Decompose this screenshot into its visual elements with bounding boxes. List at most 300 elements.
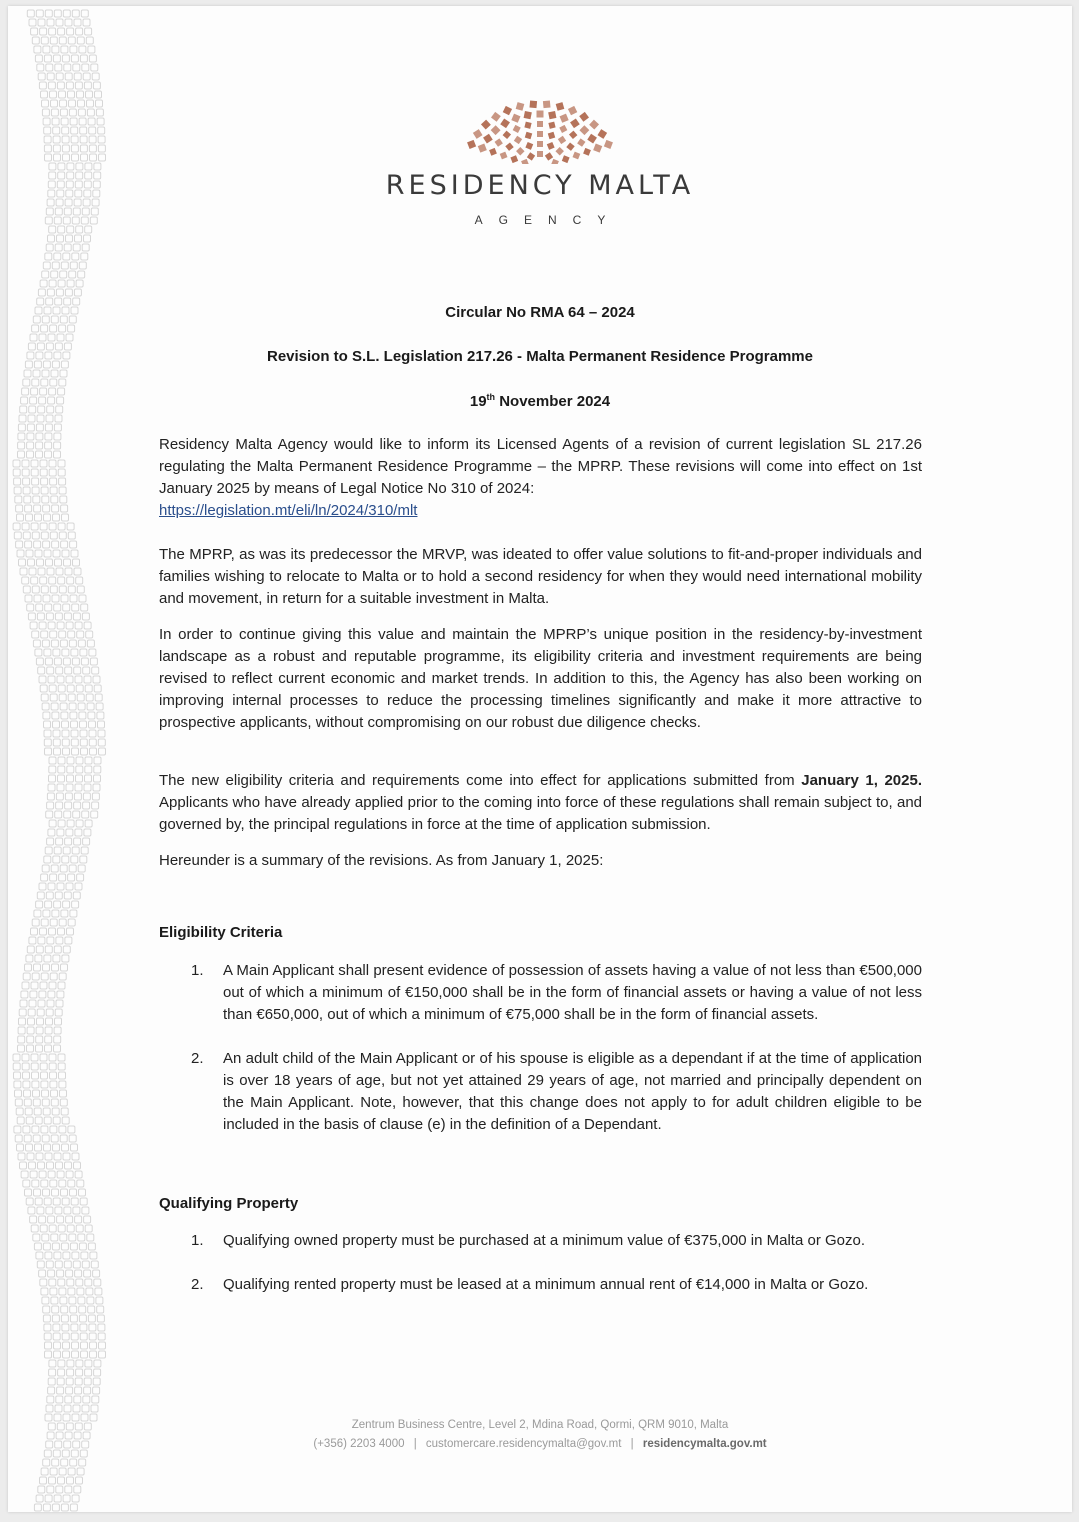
border-tile — [51, 1099, 58, 1106]
date-suffix: th — [486, 392, 496, 402]
border-tile — [44, 955, 51, 962]
border-tile — [32, 586, 39, 593]
border-tile — [65, 802, 72, 809]
border-tile — [18, 1036, 25, 1043]
border-tile — [52, 712, 59, 719]
border-tile — [63, 901, 70, 908]
border-tile — [76, 1279, 83, 1286]
border-tile — [45, 847, 52, 854]
border-tile — [36, 658, 43, 665]
border-tile — [71, 1144, 78, 1151]
border-tile — [32, 325, 39, 332]
border-tile — [36, 946, 43, 953]
border-tile — [36, 1027, 43, 1034]
border-tile — [42, 865, 49, 872]
border-tile — [33, 1090, 40, 1097]
border-tile — [22, 1063, 29, 1070]
border-tile — [37, 613, 44, 620]
border-tile — [20, 1162, 27, 1169]
border-tile — [47, 667, 54, 674]
footer-email[interactable]: customercare.residencymalta@gov.mt — [425, 1438, 622, 1450]
border-tile — [80, 1198, 87, 1205]
logo-tile — [583, 148, 591, 156]
logo-tile — [548, 132, 555, 139]
decorative-border — [8, 6, 118, 1512]
border-tile — [42, 496, 49, 503]
border-tile — [84, 1378, 91, 1385]
border-tile — [81, 658, 88, 665]
border-tile — [18, 451, 25, 458]
border-tile — [28, 415, 35, 422]
border-tile — [61, 595, 68, 602]
border-tile — [63, 847, 70, 854]
border-tile — [94, 766, 101, 773]
border-tile — [55, 613, 62, 620]
border-tile — [49, 577, 56, 584]
border-tile — [53, 1333, 60, 1340]
border-tile — [92, 667, 99, 674]
list-number: 1. — [191, 962, 204, 979]
border-tile — [65, 793, 72, 800]
border-tile — [63, 253, 70, 260]
border-tile — [46, 613, 53, 620]
border-tile — [41, 1180, 48, 1187]
border-tile — [77, 631, 84, 638]
border-tile — [15, 496, 22, 503]
border-tile — [50, 586, 57, 593]
border-tile — [46, 1018, 53, 1025]
border-tile — [64, 559, 71, 566]
border-tile — [68, 874, 75, 881]
border-tile — [31, 982, 38, 989]
border-tile — [30, 991, 37, 998]
border-tile — [44, 1333, 51, 1340]
border-tile — [29, 1162, 36, 1169]
border-tile — [18, 1045, 25, 1052]
border-tile — [84, 784, 91, 791]
border-tile — [51, 1234, 58, 1241]
summary-text: Hereunder is a summary of the revisions. As from January 1, 2025: — [159, 852, 604, 869]
logo-tile — [473, 129, 483, 139]
border-tile — [36, 424, 43, 431]
border-tile — [77, 694, 84, 701]
border-tile — [56, 1486, 63, 1493]
border-tile — [54, 1027, 61, 1034]
border-tile — [49, 1279, 56, 1286]
border-tile — [82, 1261, 89, 1268]
border-tile — [36, 442, 43, 449]
border-tile — [40, 1054, 47, 1061]
border-tile — [89, 739, 96, 746]
border-tile — [39, 676, 46, 683]
border-tile — [62, 649, 69, 656]
border-tile — [52, 964, 59, 971]
border-tile — [94, 775, 101, 782]
agency-logo — [8, 98, 1072, 227]
border-tile — [75, 676, 82, 683]
border-tile — [39, 1270, 46, 1277]
border-tile — [28, 559, 35, 566]
border-tile — [35, 514, 42, 521]
border-tile — [70, 1306, 77, 1313]
border-tile — [61, 712, 68, 719]
border-tile — [43, 964, 50, 971]
border-tile — [43, 1504, 50, 1511]
border-tile — [42, 1135, 49, 1142]
border-tile — [32, 487, 39, 494]
border-tile — [53, 649, 60, 656]
border-tile — [45, 451, 52, 458]
border-tile — [45, 424, 52, 431]
border-tile — [54, 658, 61, 665]
border-tile — [33, 1099, 40, 1106]
border-tile — [53, 721, 60, 728]
border-tile — [94, 757, 101, 764]
border-tile — [94, 685, 101, 692]
border-tile — [58, 1225, 65, 1232]
border-tile — [59, 631, 66, 638]
border-tile — [91, 811, 98, 818]
border-tile — [46, 1405, 53, 1412]
border-tile — [36, 1495, 43, 1502]
border-tile — [61, 1108, 68, 1115]
border-tile — [86, 91, 93, 98]
border-tile — [31, 460, 38, 467]
list-text: Qualifying owned property must be purchased at a minimum value of €375,000 in Malta or Gozo. — [223, 1232, 866, 1249]
border-tile — [55, 1261, 62, 1268]
border-tile — [63, 604, 70, 611]
border-tile — [51, 865, 58, 872]
border-tile — [34, 1504, 41, 1511]
border-tile — [48, 1378, 55, 1385]
border-tile — [66, 1270, 73, 1277]
border-tile — [68, 1126, 75, 1133]
logo-tile — [548, 122, 555, 129]
border-tile — [58, 28, 65, 35]
border-tile — [48, 334, 55, 341]
border-tile — [56, 667, 63, 674]
border-tile — [82, 244, 89, 251]
border-tile — [50, 379, 57, 386]
border-tile — [44, 730, 51, 737]
border-tile — [55, 892, 62, 899]
border-tile — [18, 433, 25, 440]
border-tile — [80, 856, 87, 863]
logo-tile — [579, 125, 589, 135]
border-tile — [75, 235, 82, 242]
border-tile — [39, 991, 46, 998]
border-tile — [79, 46, 86, 53]
border-tile — [70, 1189, 77, 1196]
logo-tile — [573, 152, 581, 160]
border-tile — [64, 811, 71, 818]
border-tile — [82, 64, 89, 71]
border-tile — [63, 946, 70, 953]
border-tile — [58, 1063, 65, 1070]
border-tile — [56, 838, 63, 845]
border-tile — [18, 1027, 25, 1034]
border-tile — [54, 442, 61, 449]
border-tile — [78, 640, 85, 647]
border-tile — [61, 964, 68, 971]
border-tile — [70, 1243, 77, 1250]
border-tile — [77, 586, 84, 593]
border-tile — [54, 1036, 61, 1043]
border-tile — [28, 1207, 35, 1214]
border-tile — [65, 838, 72, 845]
border-tile — [46, 892, 53, 899]
border-tile — [58, 577, 65, 584]
border-tile — [36, 451, 43, 458]
border-tile — [98, 739, 105, 746]
border-tile — [73, 1405, 80, 1412]
border-tile — [24, 1090, 31, 1097]
border-tile — [77, 874, 84, 881]
border-tile — [59, 532, 66, 539]
border-tile — [31, 523, 38, 530]
border-tile — [48, 82, 55, 89]
border-tile — [38, 289, 45, 296]
border-tile — [26, 955, 33, 962]
border-tile — [34, 595, 41, 602]
border-tile — [51, 1090, 58, 1097]
border-tile — [54, 10, 61, 17]
border-tile — [74, 838, 81, 845]
border-tile — [59, 487, 66, 494]
border-tile — [76, 757, 83, 764]
border-tile — [41, 631, 48, 638]
logo-tile — [537, 111, 544, 118]
border-tile — [81, 10, 88, 17]
border-tile — [29, 568, 36, 575]
border-tile — [48, 883, 55, 890]
border-tile — [88, 712, 95, 719]
border-tile — [35, 550, 42, 557]
border-tile — [59, 1081, 66, 1088]
border-tile — [77, 1468, 84, 1475]
border-tile — [58, 685, 65, 692]
border-tile — [79, 1459, 86, 1466]
border-tile — [38, 1162, 45, 1169]
border-tile — [45, 1495, 52, 1502]
border-tile — [95, 694, 102, 701]
border-tile — [73, 811, 80, 818]
border-tile — [98, 1333, 105, 1340]
border-tile — [54, 1351, 61, 1358]
logo-tile — [516, 147, 524, 155]
border-tile — [30, 334, 37, 341]
border-tile — [62, 550, 69, 557]
border-tile — [60, 370, 67, 377]
border-tile — [19, 559, 26, 566]
border-tile — [75, 1378, 82, 1385]
border-tile — [70, 595, 77, 602]
effect-text-end: Applicants who have already applied prior to the coming into force of these regulations shall remain subject to, and governed by, the principal regulations in force at the time of application submission. — [159, 794, 922, 833]
border-tile — [64, 1261, 71, 1268]
border-tile — [67, 577, 74, 584]
border-tile — [34, 1189, 41, 1196]
border-tile — [62, 730, 69, 737]
border-tile — [50, 1180, 57, 1187]
border-tile — [73, 244, 80, 251]
logo-tile — [495, 138, 503, 146]
border-tile — [88, 1315, 95, 1322]
border-tile — [71, 1198, 78, 1205]
border-tile — [31, 1063, 38, 1070]
border-tile — [66, 784, 73, 791]
border-tile — [59, 694, 66, 701]
border-tile — [66, 1171, 73, 1178]
border-tile — [62, 739, 69, 746]
border-tile — [40, 523, 47, 530]
effect-date: January 1, 2025. — [801, 772, 922, 789]
border-tile — [43, 541, 50, 548]
border-tile — [61, 1243, 68, 1250]
border-tile — [53, 550, 60, 557]
border-tile — [47, 568, 54, 575]
border-tile — [84, 829, 91, 836]
border-tile — [33, 1135, 40, 1142]
footer-website[interactable]: residencymalta.gov.mt — [642, 1438, 767, 1450]
border-tile — [57, 1171, 64, 1178]
border-tile — [44, 721, 51, 728]
border-tile — [57, 991, 64, 998]
border-tile — [52, 1189, 59, 1196]
border-tile — [62, 514, 69, 521]
border-tile — [57, 334, 64, 341]
border-tile — [85, 1360, 92, 1367]
border-tile — [40, 982, 47, 989]
border-tile — [70, 1459, 77, 1466]
border-tile — [47, 1000, 54, 1007]
border-tile — [56, 568, 63, 575]
logo-tile — [543, 100, 551, 108]
border-tile — [41, 379, 48, 386]
border-tile — [26, 514, 33, 521]
border-tile — [38, 1000, 45, 1007]
border-tile — [80, 55, 87, 62]
border-tile — [18, 442, 25, 449]
border-tile — [55, 64, 62, 71]
border-tile — [44, 1117, 51, 1124]
border-tile — [85, 1369, 92, 1376]
border-tile — [43, 1108, 50, 1115]
border-tile — [17, 550, 24, 557]
border-tile — [62, 1198, 69, 1205]
logo-tile — [524, 122, 531, 129]
border-tile — [43, 1459, 50, 1466]
border-tile — [81, 1342, 88, 1349]
logo-tile — [548, 111, 556, 119]
border-tile — [37, 559, 44, 566]
border-tile — [70, 910, 77, 917]
border-tile — [19, 1009, 26, 1016]
border-tile — [44, 550, 51, 557]
border-tile — [22, 1054, 29, 1061]
border-tile — [34, 505, 41, 512]
border-tile — [67, 685, 74, 692]
logo-tile — [587, 134, 597, 144]
border-tile — [35, 649, 42, 656]
border-tile — [50, 874, 57, 881]
border-tile — [74, 1162, 81, 1169]
border-tile — [45, 748, 52, 755]
border-tile — [29, 937, 36, 944]
border-tile — [40, 280, 47, 287]
border-tile — [72, 1351, 79, 1358]
border-tile — [72, 253, 79, 260]
border-tile — [56, 802, 63, 809]
border-tile — [41, 1288, 48, 1295]
border-tile — [64, 1207, 71, 1214]
border-tile — [34, 1108, 41, 1115]
border-tile — [68, 694, 75, 701]
border-tile — [93, 676, 100, 683]
logo-tile — [510, 155, 518, 163]
border-tile — [97, 712, 104, 719]
border-tile — [41, 1081, 48, 1088]
logo-tile — [481, 120, 491, 130]
border-tile — [15, 1135, 22, 1142]
border-tile — [85, 1225, 92, 1232]
border-tile — [57, 622, 64, 629]
border-tile — [32, 919, 39, 926]
border-tile — [39, 1171, 46, 1178]
border-tile — [52, 1504, 59, 1511]
border-tile — [32, 37, 39, 44]
border-tile — [98, 721, 105, 728]
border-tile — [93, 1387, 100, 1394]
border-tile — [85, 757, 92, 764]
border-tile — [45, 1153, 52, 1160]
border-tile — [60, 271, 67, 278]
border-tile — [62, 955, 69, 962]
border-tile — [44, 856, 51, 863]
border-tile — [59, 973, 66, 980]
border-tile — [47, 802, 54, 809]
border-tile — [37, 1261, 44, 1268]
border-tile — [55, 244, 62, 251]
border-tile — [34, 1243, 41, 1250]
border-tile — [51, 703, 58, 710]
border-tile — [67, 1369, 74, 1376]
border-tile — [43, 1243, 50, 1250]
border-tile — [63, 1495, 70, 1502]
border-tile — [49, 280, 56, 287]
border-tile — [83, 667, 90, 674]
border-tile — [58, 226, 65, 233]
border-tile — [32, 973, 39, 980]
border-tile — [76, 1477, 83, 1484]
border-tile — [54, 1252, 61, 1259]
border-tile — [78, 703, 85, 710]
border-tile — [38, 667, 45, 674]
border-tile — [76, 820, 83, 827]
border-tile — [63, 748, 70, 755]
border-tile — [40, 685, 47, 692]
legal-notice-link[interactable]: https://legislation.mt/eli/ln/2024/310/mlt — [159, 502, 418, 519]
border-tile — [62, 1117, 69, 1124]
border-tile — [61, 1459, 68, 1466]
border-tile — [74, 289, 81, 296]
border-tile — [58, 1477, 65, 1484]
border-tile — [58, 982, 65, 989]
border-tile — [61, 46, 68, 53]
border-tile — [43, 1315, 50, 1322]
border-tile — [30, 622, 37, 629]
border-tile — [57, 235, 64, 242]
border-tile — [49, 226, 56, 233]
